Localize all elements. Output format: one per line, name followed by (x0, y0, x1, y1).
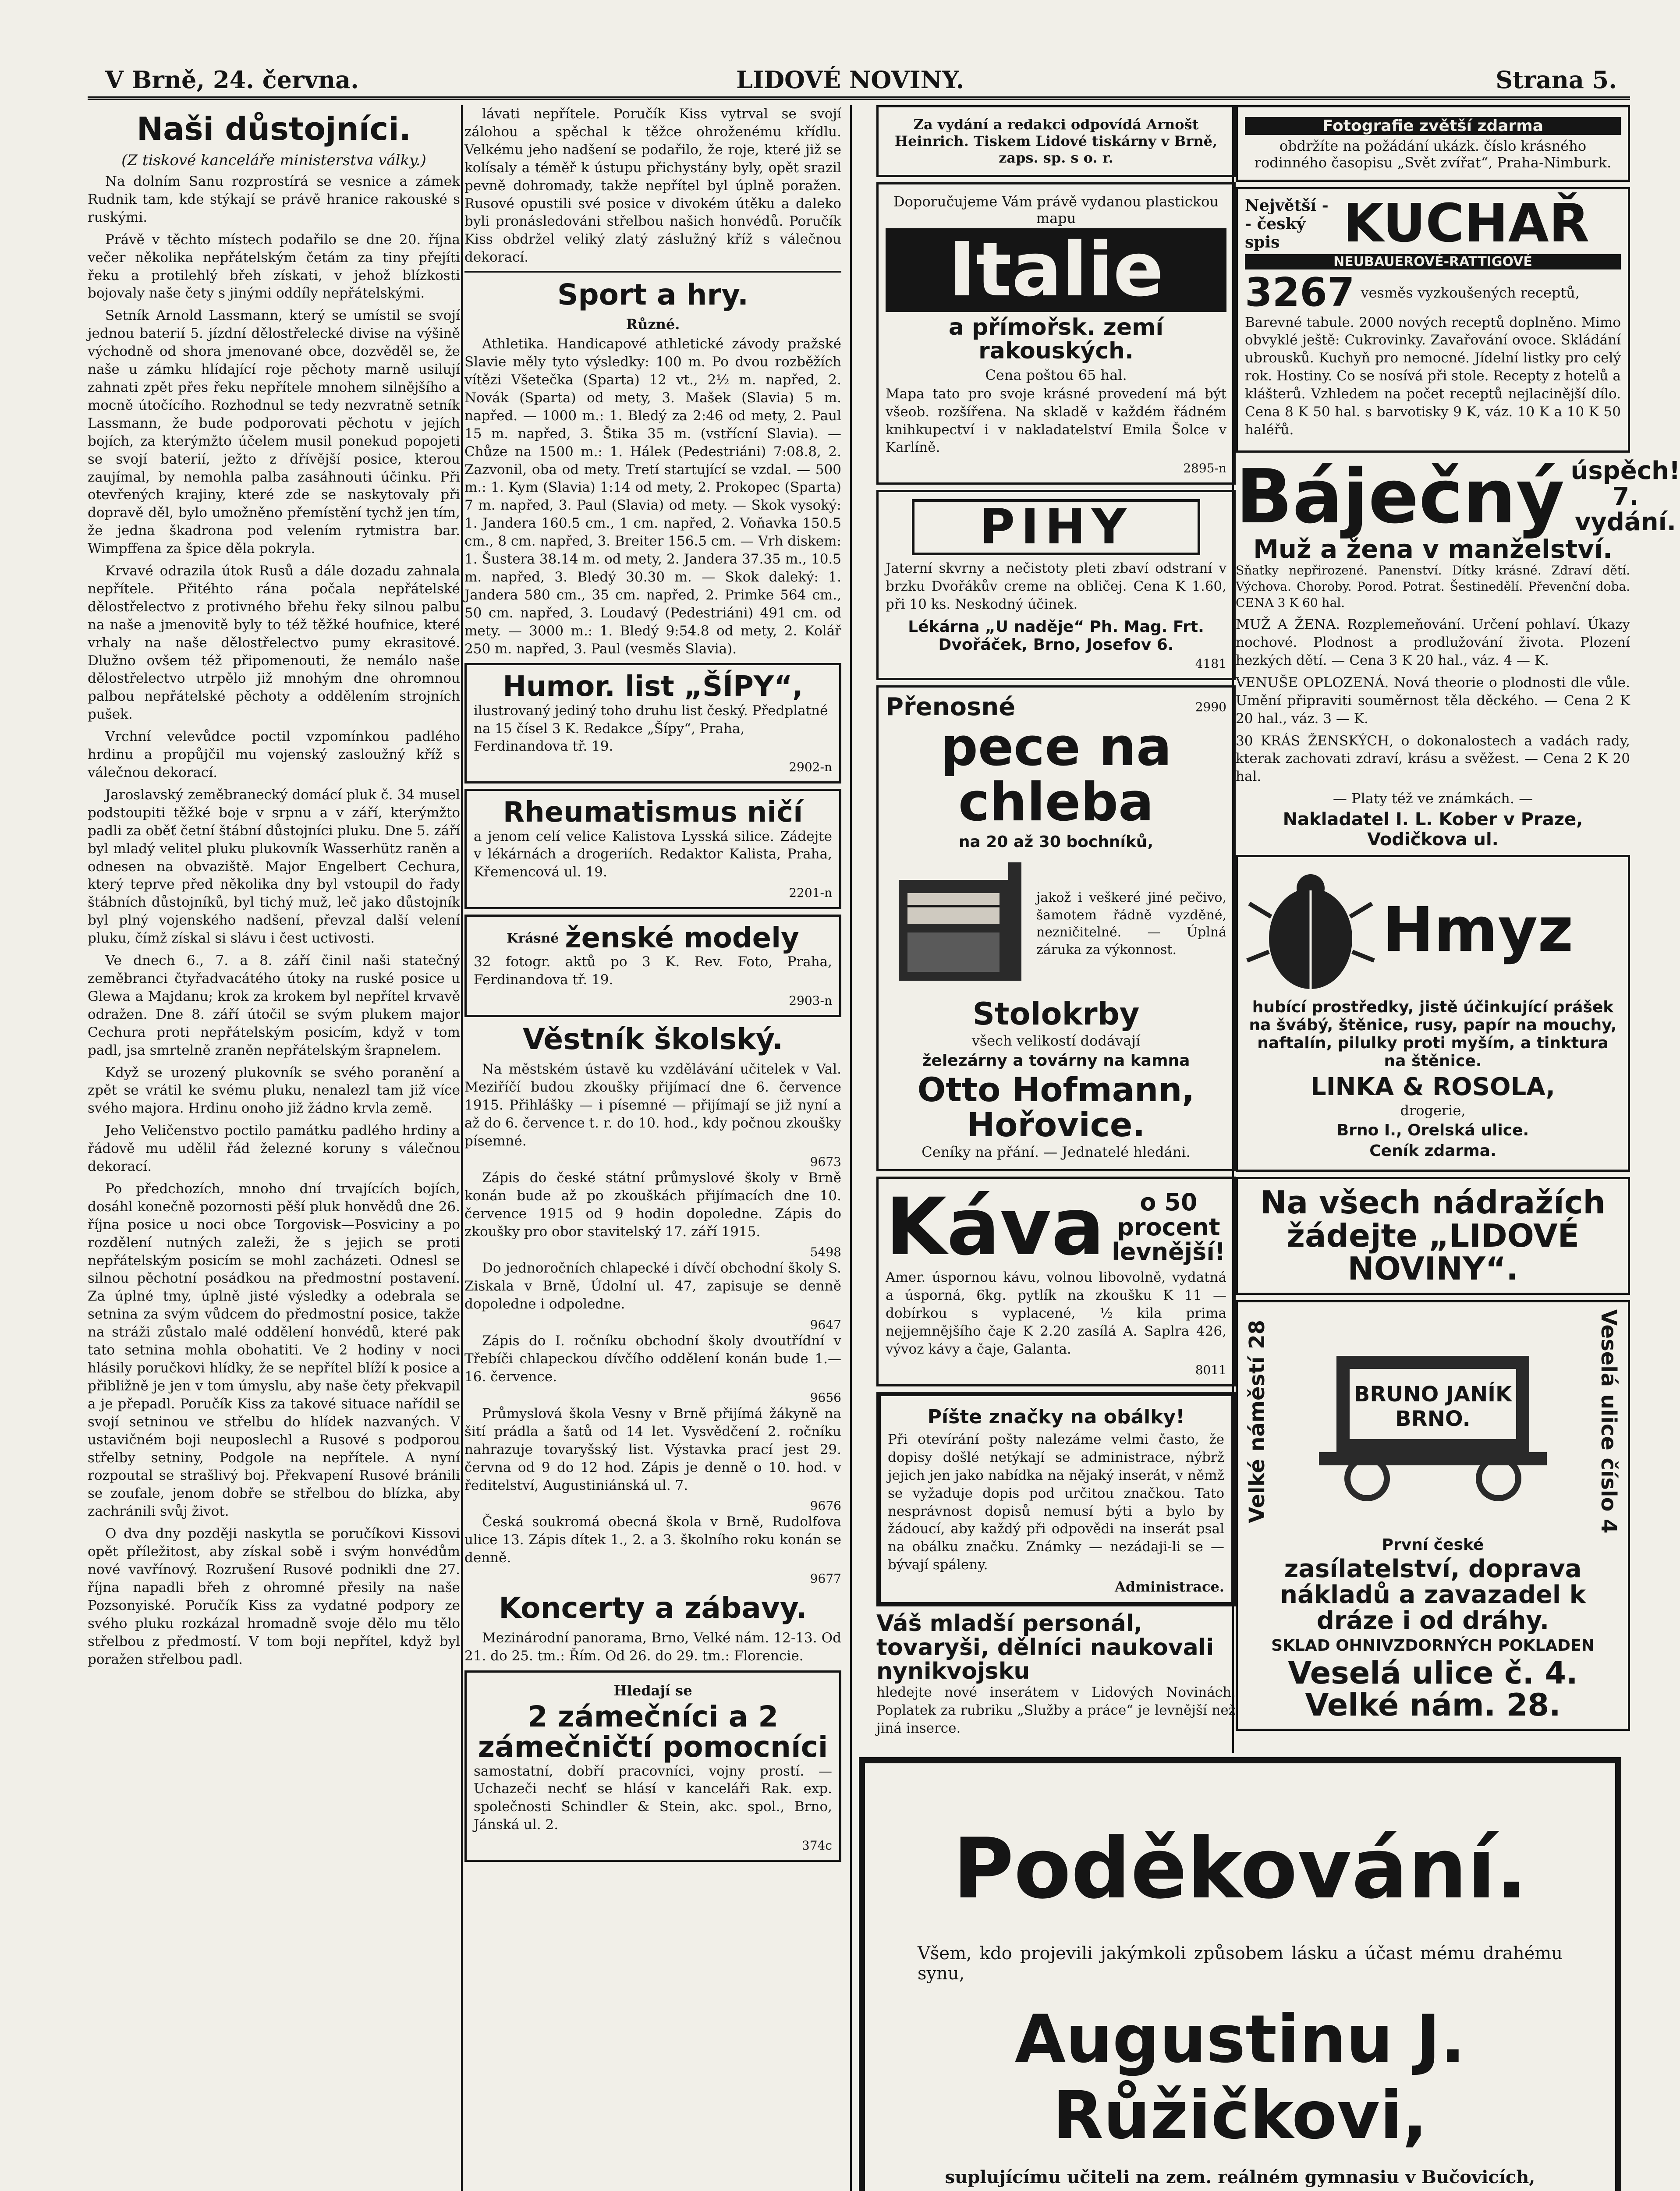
pisten-title: Píšte značky na obálky! (927, 1405, 1185, 1428)
kava-text: Amer. úspornou kávu, volnou libovolně, vydatná a úsporná, 6kg. pytlík na zkoušku K 11 — dobírkou s vyplacené, ½ kila prima nejjemnějšího čaje K 2.20 zasílá A. Saplra 426, vývoz kávy a čaje, Galanta. (886, 1269, 1226, 1358)
wagon-illustration (1310, 1338, 1556, 1505)
pece-code: 2990 (1195, 700, 1226, 715)
fotograf-text: obdržíte na požádání ukázk. číslo krásného rodinného časopisu „Svět zvířat“, Praha-Nimburk. (1254, 138, 1612, 171)
hmyz-title: Hmyz (1382, 894, 1574, 966)
velke-side: Velké náměstí 28 (1245, 1319, 1269, 1523)
pihy-ad (876, 490, 1236, 680)
prvni-text: První české (1382, 1536, 1484, 1554)
personal-title: Váš mladší personál, tovaryši, dělníci naukovali nynikvojsku (876, 1610, 1214, 1685)
header-masthead: LIDOVÉ NOVINY. (736, 66, 964, 94)
thanks-role: suplujícímu učiteli na zem. reálném gymnasiu v Bučovicích, (945, 2167, 1535, 2187)
linka-title: LINKA & ROSOLA, (1311, 1073, 1555, 1102)
sport-text: Athletika. Handicapové athletické závody pražské Slavie měly tyto výsledky: 100 m. Po dvou rozběžích vítězi Všetečka (Sparta) 12 vt., 2½ m. napřed, 2. Novák (Sparta) od mety, 3. Mašek (Slavia) 5 m. napřed. — 1000 m.: 1. Bledý za 2:46 od mety, 2. Paul 15 m. napřed, 3. Štika 35 m. (vstřícní Slavia). — Chůze na 1500 m.: 1. Hálek (Pedestriáni) 7:08.8, 2. Zazvonil, oba od mety. Tretí startující se vzdal. — 500 m.: 1. Kym (Slavia) 1:14 od mety, 2. Prokopec (Sparta) 7 m. napřed, 3. Paul (Slavia) od mety. — Skok vysoký: 1. Jandera 160.5 cm., 1 cm. napřed, 2. Voňavka 150.5 cm., 8 cm. napřed, 3. Breiter 156.5 cm. — Vrh diskem: 1. Šustera 38.14 m. od mety, 2. Jandera 37.35 m., 10.5 m. napřed, 3. Bledý 30.30 m. — Skok daleký: 1. Jandera 580 cm., 35 cm. napřed, 2. Primke 564 cm., 50 cm. napřed, 3. Loudavý (Pedestriáni) 491 cm. od mety. — 3000 m.: 1. Bledý 9:54.8 od mety, 2. Kolář 250 m. napřed, 3. Paul (vesměs Slavia). (464, 336, 841, 657)
koncerty-title: Koncerty a zábavy. (499, 1591, 807, 1625)
personal-text: hledejte nové inserátem v Lidových Novinách. Poplatek za rubriku „Služby a práce“ je levnější než jiná inserce. (876, 1684, 1236, 1736)
krasy-text: 30 KRÁS ŽENSKÝCH, o dokonalostech a vadách rady, kterak zachovati zdraví, krásu a svěžest. — Cena 2 K 20 hal. (1236, 733, 1630, 785)
kuchar-title: KUCHAŘ (1343, 193, 1590, 254)
nadrazi-title: Na všech nádražích žádejte „LIDOVÉ NOVINY“. (1260, 1184, 1606, 1287)
column-rule (850, 105, 852, 2191)
vestnik-code: 9677 (810, 1571, 841, 1586)
kava-ad (876, 1177, 1236, 1386)
job-text: samostatní, dobří pracovníci, vojny prostí. — Uchazeči nechť se hlásí v kanceláři Rak. exp. společnosti Schindler & Stein, akc. spol., Brno, Jánská ul. 2. (474, 1763, 832, 1833)
article-paragraph: Jeho Veličenstvo poctilo památku padlého hrdiny a řádově mu udělil řád železné koruny s válečnou dekorací. (88, 1123, 460, 1175)
rheuma-text: a jenom celí velice Kalistova Lysská silice. Zádejte v lékárnách a drogeriích. Redaktor Kalista, Praha, Křemencová ul. 19. (474, 828, 832, 880)
pece-footer: Ceníky na přání. — Jednatelé hledáni. (922, 1144, 1191, 1161)
models-title: ženské modely (565, 922, 799, 955)
humor-title: Humor. list „ŠÍPY“, (503, 670, 803, 703)
vestnik-text: Průmyslová škola Vesny v Brně přijímá žákyně na šití prádla a šatů od 14 let. Vysvědčení 2. ročníku nahrazuje tovaryšský list. Výstavka prací jest 29. června od 9 do 12 hod. Zápis je denně o 10. hod. v ředitelství, Augustiniánská ul. 7. (464, 1405, 841, 1493)
hmyz-text: hubící prostředky, jistě účinkující prášek na švábý, štěnice, rusy, papír na mouchy, naftalín, pilulky proti myším, a tinktura na štěnice. (1249, 998, 1617, 1071)
pece-head: Přenosné (886, 692, 1016, 721)
pisten-notice (876, 1392, 1236, 1606)
column-2 (464, 105, 841, 2191)
column-rule (461, 105, 463, 2191)
vestnik-code: 5498 (810, 1245, 841, 1260)
venuse-text: VENUŠE OPLOZENÁ. Nová theorie o plodnosti dle vůle. Umění připraviti souměrnost těla děckého. — Cena 2 K 20 hal., váz. 3 — K. (1236, 674, 1630, 727)
job-ad (464, 1670, 841, 1862)
article-paragraph: Když se urozený plukovník se svého poranění a zpět se vrátil ke svému pluku, nenalezl tam již více svého majora. Hrdinu onoho již žádno krvla země. (88, 1064, 460, 1117)
vestnik-code: 9656 (810, 1390, 841, 1405)
koncerty-text: Mezinárodní panorama, Brno, Velké nám. 12-13. Od 21. do 25. tm.: Řím. Od 26. do 29. tm.: Florencie. (464, 1630, 841, 1664)
sport-subtitle: Různé. (626, 316, 680, 333)
thanks-title: Poděkování. (953, 1820, 1528, 1917)
hmyz-ad (1236, 855, 1630, 1172)
linka-footer: Ceník zdarma. (1369, 1142, 1496, 1160)
column-1 (88, 105, 460, 2191)
linka-address: Brno I., Orelská ulice. (1336, 1121, 1529, 1140)
column-4 (1236, 105, 1680, 1748)
article-paragraph: Na dolním Sanu rozprostírá se vesnice a zámek Rudnik tam, kde stýkají se právě hranice rakouské s ruskými. (88, 174, 460, 225)
italie-title: Italie (886, 228, 1226, 312)
header-date: V Brně, 24. června. (105, 66, 359, 94)
page-header (88, 57, 1630, 100)
velke-text: Velké nám. 28. (1305, 1687, 1561, 1723)
italie-ad (876, 182, 1236, 485)
kuchar-ad (1236, 187, 1630, 453)
vestnik-text: Zápis do I. ročníku obchodní školy dvoutřídní v Třebíči chlapeckou dívčího oddělení konán bude 1.—16. července. (464, 1333, 841, 1385)
nadrazi-ad (1236, 1177, 1630, 1295)
rheuma-title: Rheumatismus ničí (503, 796, 803, 829)
vestnik-code: 9676 (810, 1499, 841, 1514)
fotograf-title: Fotografie zvětší zdarma (1245, 117, 1621, 135)
italie-code: 2895-n (1183, 461, 1226, 476)
hofmann-name: Otto Hofmann, Hořovice. (917, 1070, 1195, 1144)
thanks-name: Augustinu J. Růžičkovi, (1014, 2001, 1466, 2154)
thanks-notice (859, 1757, 1621, 2191)
pece-text: jakož i veškeré jiné pečivo, šamotem řádně vyzděné, nezničitelné. — Úplná záruka za výkonnost. (1036, 890, 1226, 957)
article-paragraph: Vrchní velevůdce poctil vzpomínkou padlého hrdinu a propůjčil mu vojenský zasloužný kříž s válečnou dekorací. (88, 729, 460, 780)
muz-zena: MUŽ A ŽENA. Rozplemeňování. Určení pohlaví. Úkazy nochové. Plodnost a prodlužování života. Plození hezkých dětí. — Cena 3 K 20 hal., váz. 4 — K. (1236, 617, 1630, 668)
article-paragraph: Právě v těchto místech podařilo se dne 20. října večer několika nepřátelským četám za tiny přejíti řeku a protilehlý břeh získati, v jehož blízkosti bojovaly naše čety s jinými oddíly nepřátelskými. (88, 231, 460, 301)
kava-code: 8011 (1195, 1362, 1226, 1377)
rheuma-code: 2201-n (789, 886, 832, 901)
bajecny-title: Báječný (1236, 453, 1565, 540)
article-paragraph: Ve dnech 6., 7. a 8. září činil naši statečný zeměbranci čtyřadvacátého útoky na ruské posice u Glewa a Majdanu; krok za krokem byl nepřítel krvavě odražen. Dne 8. září útočil se svým plukem major Cechura proti nepřátelským posicím, když v tom padl, jsa smrtelně zraněn nepřátelským šrapnelem. (88, 953, 460, 1058)
job-prefix: Hledají se (613, 1682, 692, 1699)
nakladatel: Nakladatel I. L. Kober v Praze, Vodičkova ul. (1283, 809, 1583, 850)
beetle-illustration (1245, 864, 1376, 996)
article-paragraph: Krvavé odrazila útok Rusů a dále dozadu zahnala nepřítele. Přitéhto rána počala nepřátelské dělostřelectvo z protivného břehu řeky silnou palbu na naše a jmenovitě byly to též těžké houfnice, které vrhaly na naše dělostřelectvo pumy ekrasitové. Dlužno ovšem též připomenouti, že nemálo naše dělostřelectvo utrpělo již mnohým dne ohromnou palbou nepřátelské pěchoty a oddělením strojních pušek. (88, 563, 460, 723)
kuchar-number-text: vesměs vyzkoušených receptů, (1361, 284, 1580, 301)
humor-text: ilustrovaný jediný toho druhu list český. Předplatné na 15 čísel 3 K. Redakce „Šípy“, Praha, Ferdinandova tř. 19. (474, 702, 828, 755)
vesela-side: Veselá ulice číslo 4 (1596, 1309, 1621, 1534)
vestnik-text: Do jednoročních chlapecké i dívčí obchodní školy S. Ziskala v Brně, Údolní ul. 47, zapisuje se denně dopoledne i odpoledne. (464, 1260, 841, 1312)
article-paragraph: Setník Arnold Lassmann, který se umístil se svojí jednou baterií 5. jízdní dělostřelecké divise na výšině východně od shora jmenované obce, dozvěděl se, že naše u zámku hlídající roje pěchoty marně usilují zahnati zpět přes řeku nepřítele mnohem silnějšího a mocně útočícího. Rozhodnul se tedy nezvratně setník Lassmann, že bude podporovati pěchotu v jejích bojích, za kterýmžto účelem musil ponekud popojeti se svojí baterií, ježto z dřívější posice, kterou zaujímal, by nemohla palba zasáhnouti účinku. Při otevřených krajiny, které zde se naskytovaly při dopravě děl, bylo umožněno přemístění tychž jen tím, že jedna škadrona pod velením rytmistra bar. Wimpffena za špice děla pokryla. (88, 308, 460, 557)
kava-title: Káva (886, 1181, 1105, 1273)
pihy-title: PIHY (912, 499, 1200, 555)
article-title: Naši důstojníci. (136, 110, 411, 147)
column-3 (876, 105, 1236, 1836)
italie-subtitle: a přímořsk. zemí rakouských. (948, 314, 1164, 365)
models-ad (464, 915, 841, 1017)
pece-subtitle: na 20 až 30 bochníků, (958, 833, 1154, 851)
vestnik-code: 9673 (810, 1154, 841, 1169)
article-continuation: lávati nepřítele. Poručík Kiss vytrval se svojí zálohou a spěchal k těžce ohroženému křídlu. Velkému jeho nadšení se podařilo, že roje, které již se kolísaly a téměř k ústupu přichystány byly, opět srazil pevně dohromady, takže nepřítel byl úplně poražen. Rusové opustili své posice v divokém útěku a daleko byli pronásledováni střelbou našich honvédů. Poručík Kiss obdržel veliký zlatý záslužný kříž s válečnou dekorací. (464, 106, 841, 266)
muz-title: Muž a žena v manželství. (1253, 534, 1613, 564)
italie-intro: Doporučujeme Vám právě vydanou plastickou mapu (893, 193, 1219, 227)
muz-text: Sňatky nepřirozené. Panenství. Dítky krásné. Zdraví dětí. Výchova. Choroby. Porod. Potrat. Šestinedělí. Převenční doba. CENA 3 K 60 hal. (1236, 563, 1630, 610)
fotograf-ad (1236, 105, 1630, 182)
bajecny-side: úspěch! 7. vydání. (1570, 456, 1680, 537)
pihy-code: 4181 (1195, 656, 1226, 671)
zasilatelstvi-text: zasílatelství, doprava nákladů a zavazadel k dráze i od dráhy. (1280, 1555, 1586, 1635)
pihy-text: Jaterní skvrny a nečistoty pleti zbaví odstraní v brzku Dvořákův creme na obličej. Cena K 1.60, při 10 ks. Neskodný účinek. (886, 560, 1226, 612)
kuchar-left: Největší - - český spis (1245, 196, 1329, 252)
vestnik-text: Na městském ústavě ku vzdělávání učitelek v Val. Meziříčí budou zkoušky přijímací dne 6. července 1915. Přihlášky — i písemné — přijímají se již nyní a až do 6. července t. r. do 10. hod., kdy počnou zkoušky písemné. (464, 1061, 841, 1149)
article-source: (Z tiskové kanceláře ministerstva války.) (121, 152, 426, 169)
vestnik-code: 9647 (810, 1318, 841, 1333)
thanks-intro: Všem, kdo projevili jakýmkoli způsobem lásku a účast mému drahému synu, (918, 1943, 1563, 1984)
pisten-text: Při otevírání pošty nalezáme velmi často, že dopisy došlé netýkají se administrace, nýbrž jejich jen jako nabídka na nějaký inserát, v němž se vyžaduje dopis pod určitou značkou. Tato nesprávnost dopisů nemusí býti a bylo by žádoucí, aby každý při odpovědi na inserát psal na obálku značku. Známky — nezádaji-li se — bývají spáleny. (888, 1431, 1224, 1573)
vesela-text: Veselá ulice č. 4. (1288, 1655, 1578, 1691)
models-text: 32 fotogr. aktů po 3 K. Rev. Foto, Praha, Ferdinandova tř. 19. (474, 954, 832, 988)
wagon-label: BRUNO JANÍK BRNO. (1354, 1382, 1512, 1431)
sport-title: Sport a hry. (557, 278, 749, 312)
stolokrby-subtitle: železárny a továrny na kamna (922, 1051, 1190, 1070)
pisten-sign: Administrace. (1114, 1578, 1224, 1595)
vestnik-text: Česká soukromá obecná škola v Brně, Rudolfova ulice 13. Zápis dítek 1., 2. a 3. školního roku konán se denně. (464, 1514, 841, 1566)
job-title: 2 zámečníci a 2 zámečničtí pomocníci (478, 1699, 828, 1764)
humor-ad (464, 663, 841, 784)
publisher-text: Za vydání a redakci odpovídá Arnošt Heinrich. Tiskem Lidové tiskárny v Brně, zaps. sp. s o. r. (894, 116, 1218, 166)
stolokrby-title: Stolokrby (972, 996, 1140, 1032)
header-page-number: Strana 5. (1496, 66, 1617, 94)
italie-price: Cena poštou 65 hal. (985, 366, 1127, 383)
models-code: 2903-n (789, 993, 832, 1008)
pece-ad (876, 685, 1236, 1172)
krasy-footer: — Platy též ve známkách. — (1333, 790, 1533, 807)
job-code: 374c (801, 1838, 832, 1853)
article-paragraph: Jaroslavský zeměbranecký domácí pluk č. 34 musel podstoupiti těžké boje v srpnu a v září, kterýmžto padli za oběť četní štábní důstojníci pluku. Dne 5. září byl mladý velitel pluku plukovník Wasserhütz raněn a odnesen na obvaziště. Major Engelbert Cechura, který teprve před několika dny byl vstoupil do řady štábních důstojníků, byl tichý muž, leč jako důstojník byl plný vojenského nadšení, převzal další velení pluku, čímž získal si slávu i čest uctivosti. (88, 787, 460, 947)
kuchar-number: 3267 (1245, 269, 1355, 316)
humor-code: 2902-n (789, 760, 832, 775)
kuchar-subtitle: NEUBAUEROVÉ-RATTIGOVÉ (1245, 254, 1621, 269)
janik-ad (1236, 1300, 1630, 1731)
vestnik-text: Zápis do české státní průmyslové školy v Brně konán bude až po zkouškách přijímacích dne 10. července 1915 od 9 hodin dopoledne. Zápis do zkoušky pro obor stavitelský 17. září 1915. (464, 1170, 841, 1240)
article-paragraph: O dva dny později naskytla se poručíkovi Kissovi opět příležitost, aby získal sobě i svým honvédům nové vavřínový. Rozrušení Rusové podnikli dne 27. října napadli břeh z ohromné přesily na naše Pozsonyiské. Poručík Kiss za vydatné podpory ze svého pluku rozkázal hromadně svoje dělo mu tělo střelbou z předmostí. V tom boji nepřítel, když byl poražen střelbou padl. (88, 1526, 460, 1667)
oven-illustration (886, 854, 1030, 998)
kuchar-text: Barevné tabule. 2000 nových receptů doplněno. Mimo obvyklé ještě: Cukrovinky. Zavařování ovoce. Skládání ubrousků. Kuchyň pro nemocné. Jídelní listky pro celý rok. Hostiny. Co se nosívá při stole. Recepty z hotelů a klášterů. Vzhledem na počet receptů nejlacinější dílo. Cena 8 K 50 hal. s barvotisky 9 K, váz. 10 K a 10 K 50 haléřů. (1245, 314, 1621, 438)
publisher-box (876, 105, 1236, 177)
italie-text: Mapa tato pro svoje krásné provedení má být všeob. rozšířena. Na skladě v každém řádném knihkupectví i v nakladatelství Emila Šolce v Karlíně. (886, 386, 1226, 456)
linka-subtitle: drogerie, (1400, 1102, 1466, 1119)
sklad-text: SKLAD OHNIVZDORNÝCH POKLADEN (1271, 1636, 1595, 1655)
rheuma-ad (464, 789, 841, 909)
pece-title: pece na chleba (940, 717, 1172, 833)
models-prefix: Krásné (507, 931, 559, 947)
vestnik-title: Věstník školský. (522, 1022, 783, 1057)
kava-subtitle: o 50 procent levnější! (1112, 1188, 1226, 1266)
article-paragraph: Po předchozích, mnoho dní trvajících bojích, dosáhl konečně pozornosti pěší pluk honvědů dne 26. října posice u noci obce Torgovisk—Posviciny a po rozdělení nutných zaleži, že s jejich se proti nepřátelským posicím se mohl zacházeti. Odnesl se silnou pěchotní posádkou na předmostní postavení. Za úplné tmy, úplně jisté výsledky a odebrala se setnina za svým vůdcem do předmostní posice, takže na stráži zůstalo malé oddělení honvédů, které pak tato setnina mohla obohatiti. Ve 2 hodiny v noci hlásily poručkovi hlídky, že se nepřítel blíží k posice a přibližně je jen v tom úmyslu, aby naše čety překvapil a je přepadl. Poručík Kiss za takové situace nařídil se svojí setninou ve střelbu do hlídek nazvaných. V ustavičném boji neuposlechl a Rusové s podporou střelby setniny, Podgole na nepřítele. A nyní rozpoutal se strašlivý boj. Překvapení Rusové bránili se zoufale, jenom dobře se střelbou do blízka, aby zachránili svůj život. (88, 1181, 460, 1520)
stolokrby-text: všech velikostí dodávají (971, 1032, 1141, 1049)
pihy-lab: Lékárna „U naděje“ Ph. Mag. Frt. Dvořáček, Brno, Josefov 6. (908, 617, 1204, 654)
